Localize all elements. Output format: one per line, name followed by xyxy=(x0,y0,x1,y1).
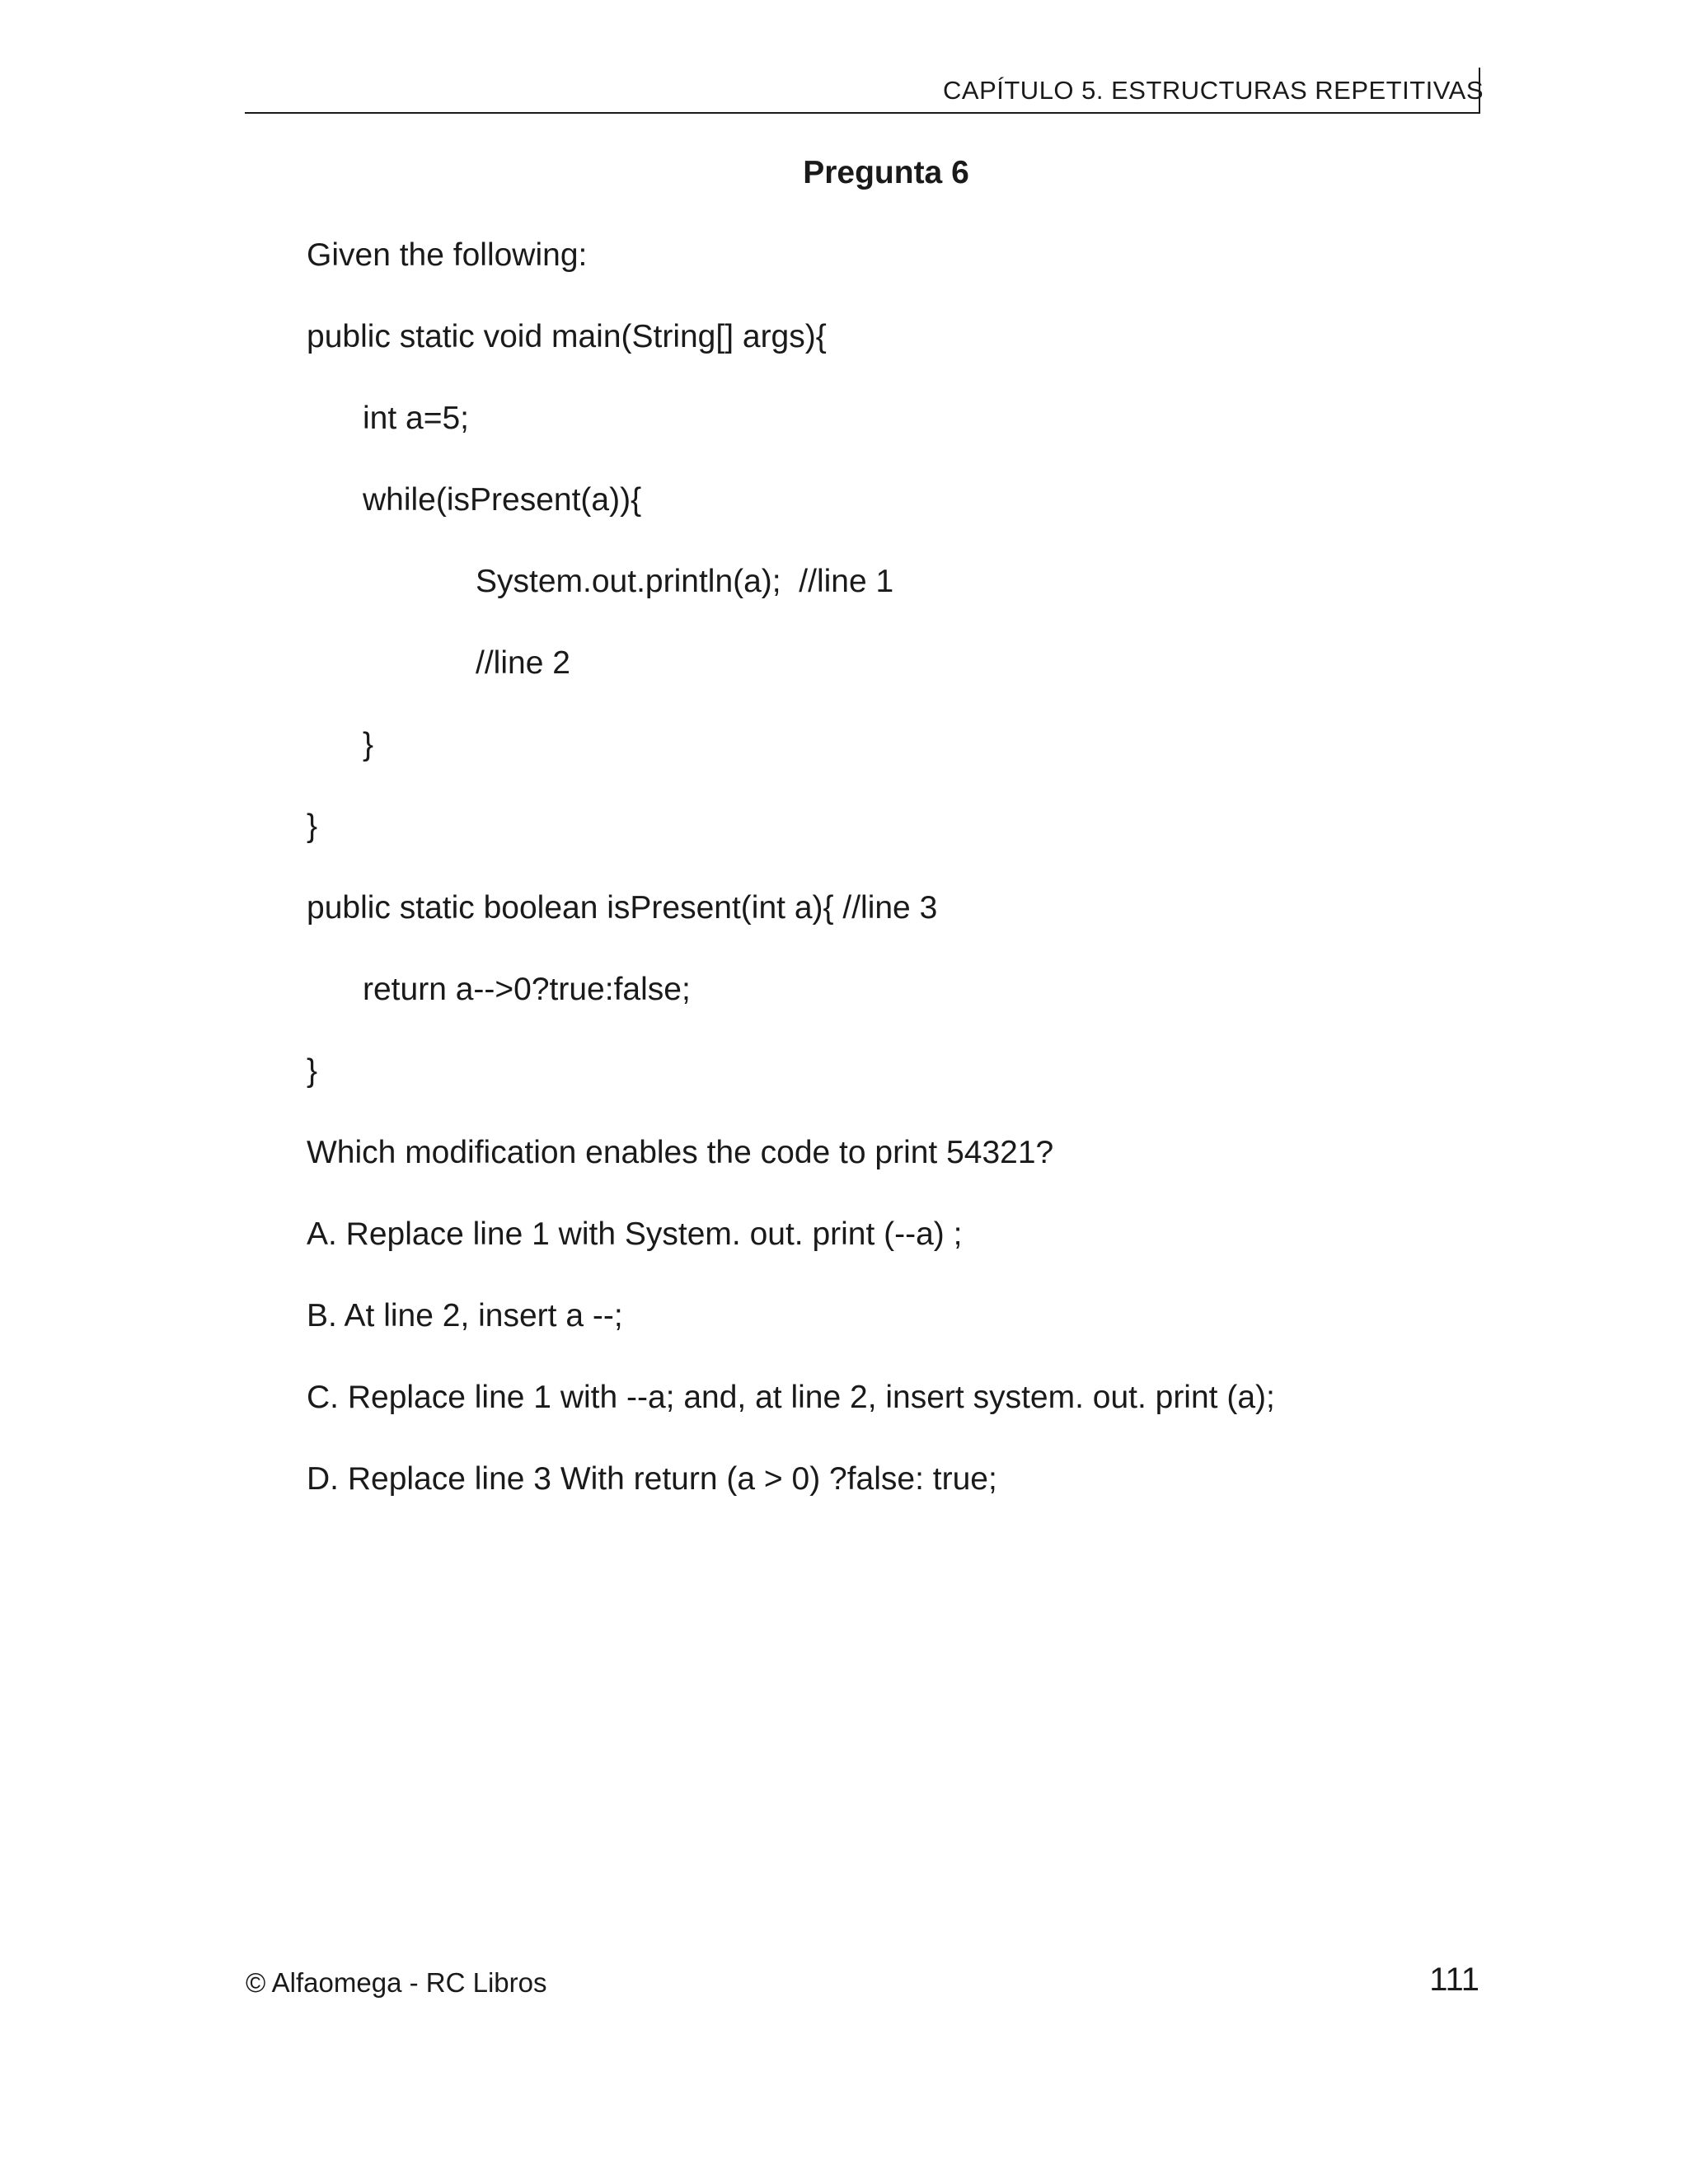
code-line-println: System.out.println(a); //line 1 xyxy=(476,564,894,599)
code-line-close-main: } xyxy=(307,808,318,844)
page-number: 111 xyxy=(1429,1961,1479,1998)
code-line-int: int a=5; xyxy=(363,401,470,436)
option-c: C. Replace line 1 with --a; and, at line 2, insert system. out. print (a); xyxy=(307,1380,1275,1415)
header-vertical-bar xyxy=(1479,68,1480,113)
footer-copyright: © Alfaomega - RC Libros xyxy=(246,1967,547,1998)
option-a: A. Replace line 1 with System. out. print (--a) ; xyxy=(307,1216,963,1252)
chapter-header: CAPÍTULO 5. ESTRUCTURAS REPETITIVAS xyxy=(943,76,1484,105)
code-line-return: return a-->0?true:false; xyxy=(363,972,691,1007)
question-title: Pregunta 6 xyxy=(803,155,969,190)
question-text: Which modification enables the code to print 54321? xyxy=(307,1135,1054,1170)
code-line-ispresent: public static boolean isPresent(int a){ //line 3 xyxy=(307,890,938,926)
code-line-while: while(isPresent(a)){ xyxy=(363,482,642,518)
code-line-comment2: //line 2 xyxy=(476,645,570,681)
intro-text: Given the following: xyxy=(307,237,588,273)
option-b: B. At line 2, insert a --; xyxy=(307,1298,623,1333)
header-rule xyxy=(245,112,1480,114)
code-line-main: public static void main(String[] args){ xyxy=(307,319,827,354)
option-d: D. Replace line 3 With return (a > 0) ?false: true; xyxy=(307,1461,997,1497)
code-line-close-method: } xyxy=(307,1053,318,1089)
code-line-close-inner: } xyxy=(363,727,374,762)
